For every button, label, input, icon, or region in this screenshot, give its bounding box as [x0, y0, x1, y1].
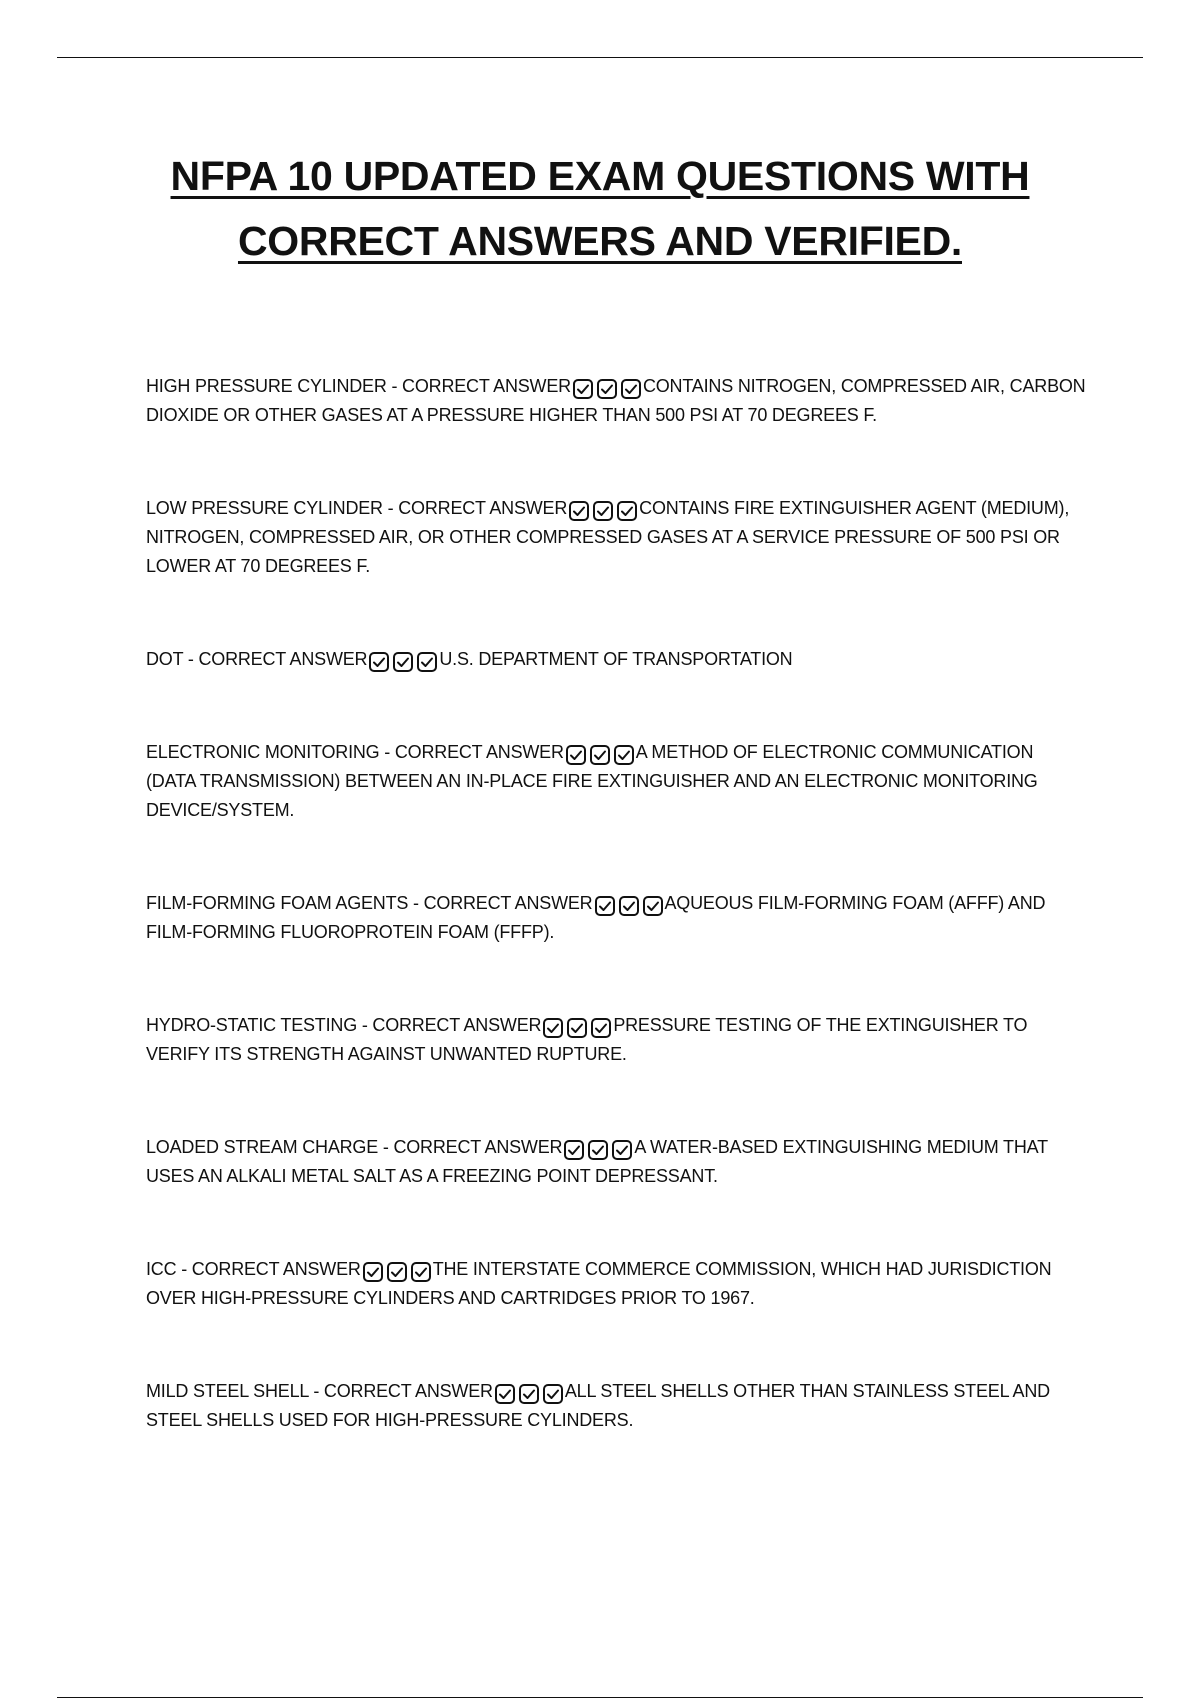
- checkbox-checked-icon: [564, 1140, 584, 1160]
- check-marks: [595, 896, 663, 916]
- qa-term: FILM-FORMING FOAM AGENTS: [146, 893, 409, 913]
- qa-item: [146, 645, 1086, 674]
- checkbox-checked-icon: [387, 1262, 407, 1282]
- qa-item: [146, 1133, 1086, 1191]
- checkbox-checked-icon: [411, 1262, 431, 1282]
- qa-term: HIGH PRESSURE CYLINDER: [146, 376, 387, 396]
- qa-correct-answer-label: - CORRECT ANSWER: [183, 649, 368, 669]
- qa-item: [146, 1377, 1086, 1435]
- check-marks: [573, 379, 641, 399]
- checkbox-checked-icon: [393, 652, 413, 672]
- qa-item: [146, 1255, 1086, 1313]
- checkbox-checked-icon: [573, 379, 593, 399]
- checkbox-checked-icon: [519, 1384, 539, 1404]
- checkbox-checked-icon: [569, 501, 589, 521]
- checkbox-checked-icon: [543, 1384, 563, 1404]
- qa-term: ELECTRONIC MONITORING: [146, 742, 380, 762]
- qa-correct-answer-label: - CORRECT ANSWER: [308, 1381, 493, 1401]
- qa-correct-answer-label: - CORRECT ANSWER: [382, 498, 568, 518]
- checkbox-checked-icon: [567, 1018, 587, 1038]
- qa-correct-answer-label: - CORRECT ANSWER: [378, 1137, 563, 1157]
- checkbox-checked-icon: [591, 1018, 611, 1038]
- checkbox-checked-icon: [597, 379, 617, 399]
- checkbox-checked-icon: [643, 896, 663, 916]
- qa-item: [146, 494, 1086, 581]
- checkbox-checked-icon: [621, 379, 641, 399]
- qa-item: [146, 372, 1086, 430]
- checkbox-checked-icon: [612, 1140, 632, 1160]
- checkbox-checked-icon: [614, 745, 634, 765]
- top-rule: [57, 57, 1143, 58]
- checkbox-checked-icon: [617, 501, 637, 521]
- check-marks: [495, 1384, 563, 1404]
- checkbox-checked-icon: [417, 652, 437, 672]
- checkbox-checked-icon: [369, 652, 389, 672]
- qa-correct-answer-label: - CORRECT ANSWER: [386, 376, 571, 396]
- check-marks: [566, 745, 634, 765]
- qa-answer: U.S. DEPARTMENT OF TRANSPORTATION: [439, 649, 793, 669]
- checkbox-checked-icon: [588, 1140, 608, 1160]
- qa-term: LOW PRESSURE CYLINDER: [146, 498, 383, 518]
- qa-answer: THE INTERSTATE COMMERCE COMMISSION, WHICH HAD JURISDICTION OVER HIGH-PRESSURE CYLINDERS AND CARTRIDGES PRIOR TO 1967.: [146, 1259, 1052, 1308]
- qa-correct-answer-label: - CORRECT ANSWER: [357, 1015, 542, 1035]
- qa-correct-answer-label: - CORRECT ANSWER: [379, 742, 564, 762]
- qa-answer: AQUEOUS FILM-FORMING FOAM (AFFF) AND FILM-FORMING FLUOROPROTEIN FOAM (FFFP).: [146, 893, 1046, 942]
- qa-answer: ALL STEEL SHELLS OTHER THAN STAINLESS STEEL AND STEEL SHELLS USED FOR HIGH-PRESSURE CYLINDERS.: [146, 1381, 1050, 1430]
- qa-correct-answer-label: - CORRECT ANSWER: [408, 893, 593, 913]
- checkbox-checked-icon: [363, 1262, 383, 1282]
- qa-answer: CONTAINS NITROGEN, COMPRESSED AIR, CARBON DIOXIDE OR OTHER GASES AT A PRESSURE HIGHER THAN 500 PSI AT 70 DEGREES F.: [146, 376, 1086, 425]
- qa-term: HYDRO-STATIC TESTING: [146, 1015, 358, 1035]
- qa-term: MILD STEEL SHELL: [146, 1381, 309, 1401]
- check-marks: [569, 501, 637, 521]
- checkbox-checked-icon: [495, 1384, 515, 1404]
- qa-answer: CONTAINS FIRE EXTINGUISHER AGENT (MEDIUM), NITROGEN, COMPRESSED AIR, OR OTHER COMPRESSED GASES AT A SERVICE PRESSURE OF 500 PSI OR LOWER AT 70 DEGREES F.: [146, 498, 1070, 576]
- checkbox-checked-icon: [543, 1018, 563, 1038]
- check-marks: [363, 1262, 431, 1282]
- qa-item: [146, 1011, 1086, 1069]
- check-marks: [369, 652, 437, 672]
- document-title: [100, 144, 1100, 274]
- qa-list: [146, 372, 1086, 1499]
- checkbox-checked-icon: [593, 501, 613, 521]
- check-marks: [564, 1140, 632, 1160]
- qa-item: [146, 889, 1086, 947]
- qa-term: LOADED STREAM CHARGE: [146, 1137, 379, 1157]
- qa-correct-answer-label: - CORRECT ANSWER: [176, 1259, 361, 1279]
- qa-term: DOT: [146, 649, 184, 669]
- checkbox-checked-icon: [619, 896, 639, 916]
- qa-answer: PRESSURE TESTING OF THE EXTINGUISHER TO VERIFY ITS STRENGTH AGAINST UNWANTED RUPTURE.: [146, 1015, 1028, 1064]
- title-line-1: NFPA 10 UPDATED EXAM QUESTIONS WITH: [170, 153, 1030, 199]
- checkbox-checked-icon: [595, 896, 615, 916]
- qa-answer: A WATER-BASED EXTINGUISHING MEDIUM THAT USES AN ALKALI METAL SALT AS A FREEZING POINT DEPRESSANT.: [146, 1137, 1048, 1186]
- check-marks: [543, 1018, 611, 1038]
- checkbox-checked-icon: [590, 745, 610, 765]
- qa-answer: A METHOD OF ELECTRONIC COMMUNICATION (DATA TRANSMISSION) BETWEEN AN IN-PLACE FIRE EXTINGUISHER AND AN ELECTRONIC MONITORING DEVICE/SYSTEM.: [146, 742, 1038, 820]
- title-line-2: CORRECT ANSWERS AND VERIFIED.: [237, 218, 962, 264]
- bottom-rule: [57, 1697, 1143, 1698]
- checkbox-checked-icon: [566, 745, 586, 765]
- qa-term: ICC: [146, 1259, 177, 1279]
- qa-item: [146, 738, 1086, 825]
